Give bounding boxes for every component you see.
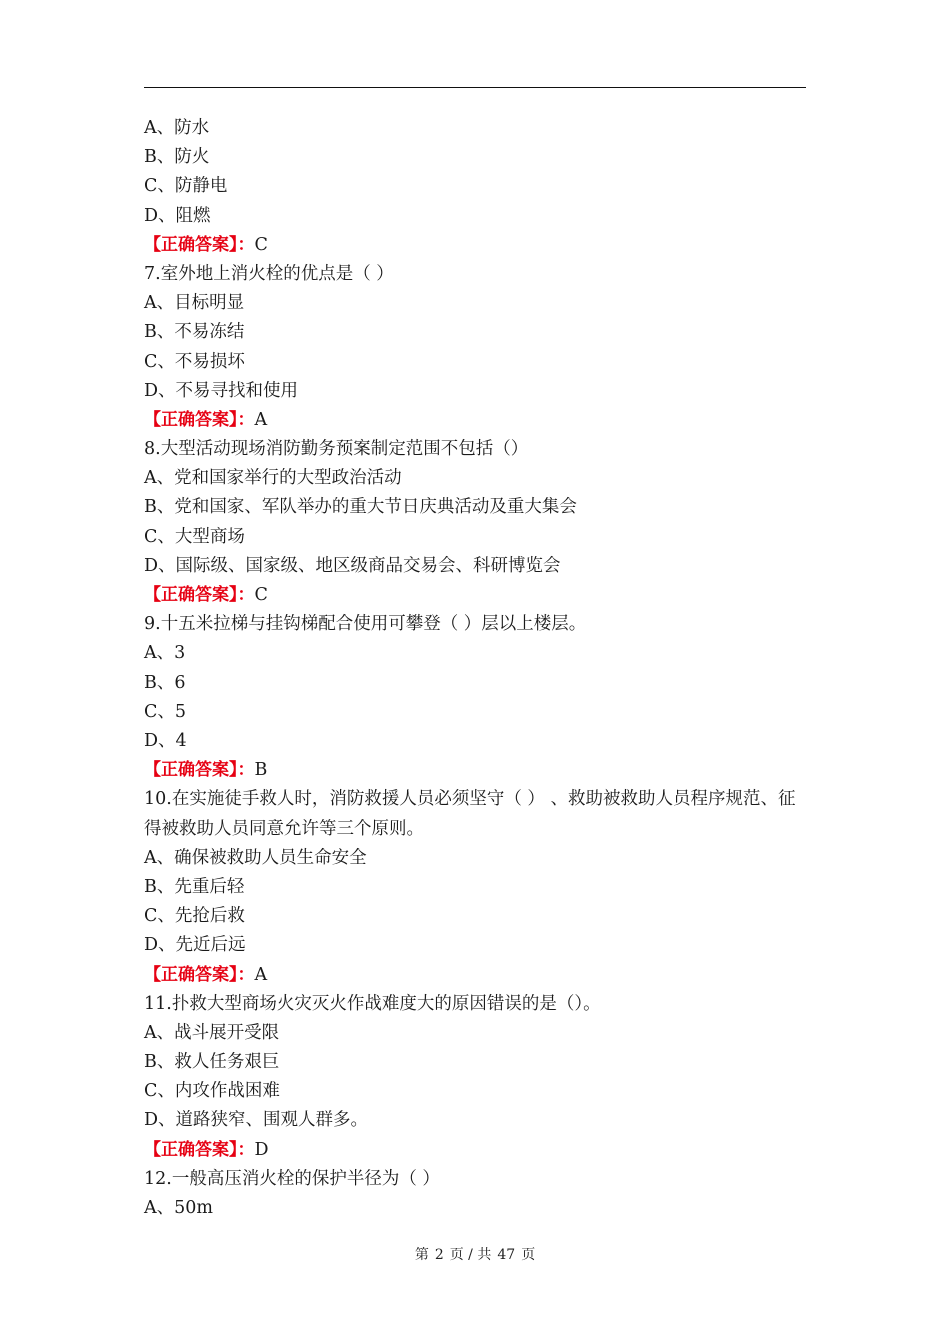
answer-line bbox=[144, 581, 808, 610]
option-text: D、不易寻找和使用 bbox=[144, 380, 299, 401]
answer-value: B bbox=[254, 760, 268, 781]
answer-value: A bbox=[254, 964, 268, 985]
option-text: D、4 bbox=[144, 730, 187, 751]
option-text: C、大型商场 bbox=[144, 526, 245, 547]
question-text: 11.扑救大型商场火灾灭火作战难度大的原因错误的是（）。 bbox=[144, 993, 601, 1014]
question-text: 12.一般高压消火栓的保护半径为（ ） bbox=[144, 1168, 440, 1189]
option-text: A、50m bbox=[144, 1198, 214, 1219]
answer-label: 【正确答案】： bbox=[144, 409, 255, 430]
footer-page-number: 2 bbox=[434, 1247, 444, 1263]
option-text: A、战斗展开受限 bbox=[144, 1022, 280, 1043]
option-text: A、目标明显 bbox=[144, 293, 245, 314]
option-text: A、党和国家举行的大型政治活动 bbox=[144, 468, 402, 489]
question-text: 8.大型活动现场消防勤务预案制定范围不包括（） bbox=[144, 439, 529, 460]
header-rule bbox=[144, 87, 806, 88]
option-text: B、先重后轻 bbox=[144, 876, 245, 897]
option-text: C、防静电 bbox=[144, 176, 228, 197]
answer-label: 【正确答案】： bbox=[144, 760, 255, 781]
answer-label: 【正确答案】： bbox=[144, 585, 255, 606]
question-text: 9.十五米拉梯与挂钩梯配合使用可攀登（ ）层以上楼层。 bbox=[144, 614, 587, 635]
footer-total-pages: 47 bbox=[497, 1247, 516, 1263]
page-footer bbox=[0, 1244, 950, 1264]
footer-mid: 页 / 共 bbox=[449, 1247, 492, 1263]
option-text: B、防火 bbox=[144, 147, 210, 168]
answer-value: C bbox=[254, 234, 268, 255]
footer-suffix: 页 bbox=[521, 1247, 536, 1263]
option-text: D、国际级、国家级、地区级商品交易会、科研博览会 bbox=[144, 555, 561, 576]
option-text: D、先近后远 bbox=[144, 935, 246, 956]
answer-line bbox=[144, 1136, 808, 1165]
answer-value: A bbox=[254, 409, 268, 430]
answer-value: C bbox=[254, 585, 268, 606]
answer-label: 【正确答案】： bbox=[144, 234, 255, 255]
option-text: C、不易损坏 bbox=[144, 351, 245, 372]
option-text: B、6 bbox=[144, 672, 186, 693]
option-text: C、内攻作战困难 bbox=[144, 1081, 280, 1102]
answer-label: 【正确答案】： bbox=[144, 1139, 255, 1160]
footer-prefix: 第 bbox=[414, 1247, 429, 1263]
answer-value: D bbox=[254, 1139, 269, 1160]
option-text: D、道路狭窄、围观人群多。 bbox=[144, 1110, 369, 1131]
question-text: 10.在实施徒手救人时，消防救援人员必须坚守（ ） 、救助被救助人员程序规范、征得被救助人员同意允许等三个原则。 bbox=[144, 789, 796, 839]
option-text: A、3 bbox=[144, 643, 186, 664]
document-body bbox=[144, 114, 808, 1223]
option-text: C、先抢后救 bbox=[144, 906, 245, 927]
answer-label: 【正确答案】： bbox=[144, 964, 255, 985]
answer-line bbox=[144, 961, 808, 990]
option-text: A、防水 bbox=[144, 118, 210, 138]
question-text: 7.室外地上消火栓的优点是（ ） bbox=[144, 263, 394, 284]
option-text: D、阻燃 bbox=[144, 205, 211, 226]
answer-line bbox=[144, 406, 808, 435]
answer-line bbox=[144, 231, 808, 260]
answer-line bbox=[144, 756, 808, 785]
option-text: B、救人任务艰巨 bbox=[144, 1052, 280, 1073]
option-text: B、不易冻结 bbox=[144, 322, 245, 343]
option-text: B、党和国家、军队举办的重大节日庆典活动及重大集会 bbox=[144, 497, 577, 518]
option-text: A、确保被救助人员生命安全 bbox=[144, 847, 367, 868]
option-text: C、5 bbox=[144, 701, 187, 722]
